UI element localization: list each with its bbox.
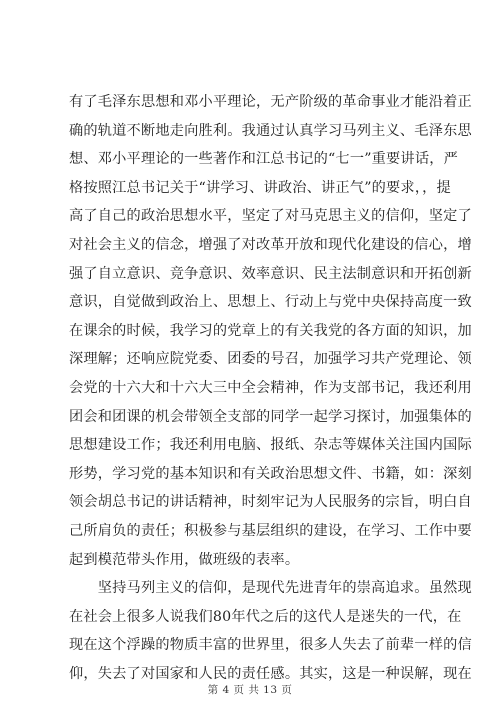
text-line: 领会胡总书记的讲话精神，时刻牢记为人民服务的宗旨，明白自 [69,494,472,511]
text-line: 起到模范带头作用，做班级的表率。 [69,551,300,568]
text-line: 会党的十六大和十六大三中全会精神，作为支部书记，我还利用 [69,379,472,396]
text-line: 强了自立意识、竞争意识、效率意识、民主法制意识和开拓创新 [69,265,472,282]
text-line: 仰，失去了对国家和人民的责任感。其实，这是一种误解，现在 [69,665,472,682]
paragraph-2 [69,574,472,688]
text-line: 高了自己的政治思想水平，坚定了对马克思主义的信仰，坚定了 [69,208,472,225]
text-line: 己所肩负的责任；积极参与基层组织的建设，在学习、工作中要 [69,522,472,539]
text-line: 意识，自觉做到政治上、思想上、行动上与党中央保持高度一致 [69,294,472,311]
text-line: 有了毛泽东思想和邓小平理论，无产阶级的革命事业才能沿着正 [69,94,472,110]
text-line: 形势，学习党的基本知识和有关政治思想文件、书籍，如：深刻 [69,465,472,482]
text-line: 在课余的时候，我学习的党章上的有关我党的各方面的知识，加 [69,322,472,339]
text-line: 团会和团课的机会带领全支部的同学一起学习探讨，加强集体的 [69,408,472,425]
text-line: 深理解；还响应院党委、团委的号召，加强学习共产党理论、领 [69,351,472,368]
text-line: 对社会主义的信念，增强了对改革开放和现代化建设的信心，增 [69,236,472,253]
text-line: 想、邓小平理论的一些著作和江总书记的“七一”重要讲话，严 [69,151,458,168]
text-line: 格按照江总书记关于“讲学习、讲政治、讲正气”的要求，，提 [69,179,451,196]
text-line: 确的轨道不断地走向胜利。我通过认真学习马列主义、毛泽东思 [69,122,472,139]
text-line: 坚持马列主义的信仰，是现代先进青年的崇高追求。虽然现 [69,580,472,597]
document-body [69,88,472,688]
text-line: 思想建设工作；我还利用电脑、报纸、杂志等媒体关注国内国际 [69,437,472,454]
paragraph-1 [69,88,472,574]
text-line: 在社会上很多人说我们80年代之后的这代人是迷失的一代，在 [69,608,462,625]
page-number-footer: 第 4 页 共 13 页 [207,684,293,696]
text-line: 现在这个浮躁的物质丰富的世界里，很多人失去了前辈一样的信 [69,637,472,654]
